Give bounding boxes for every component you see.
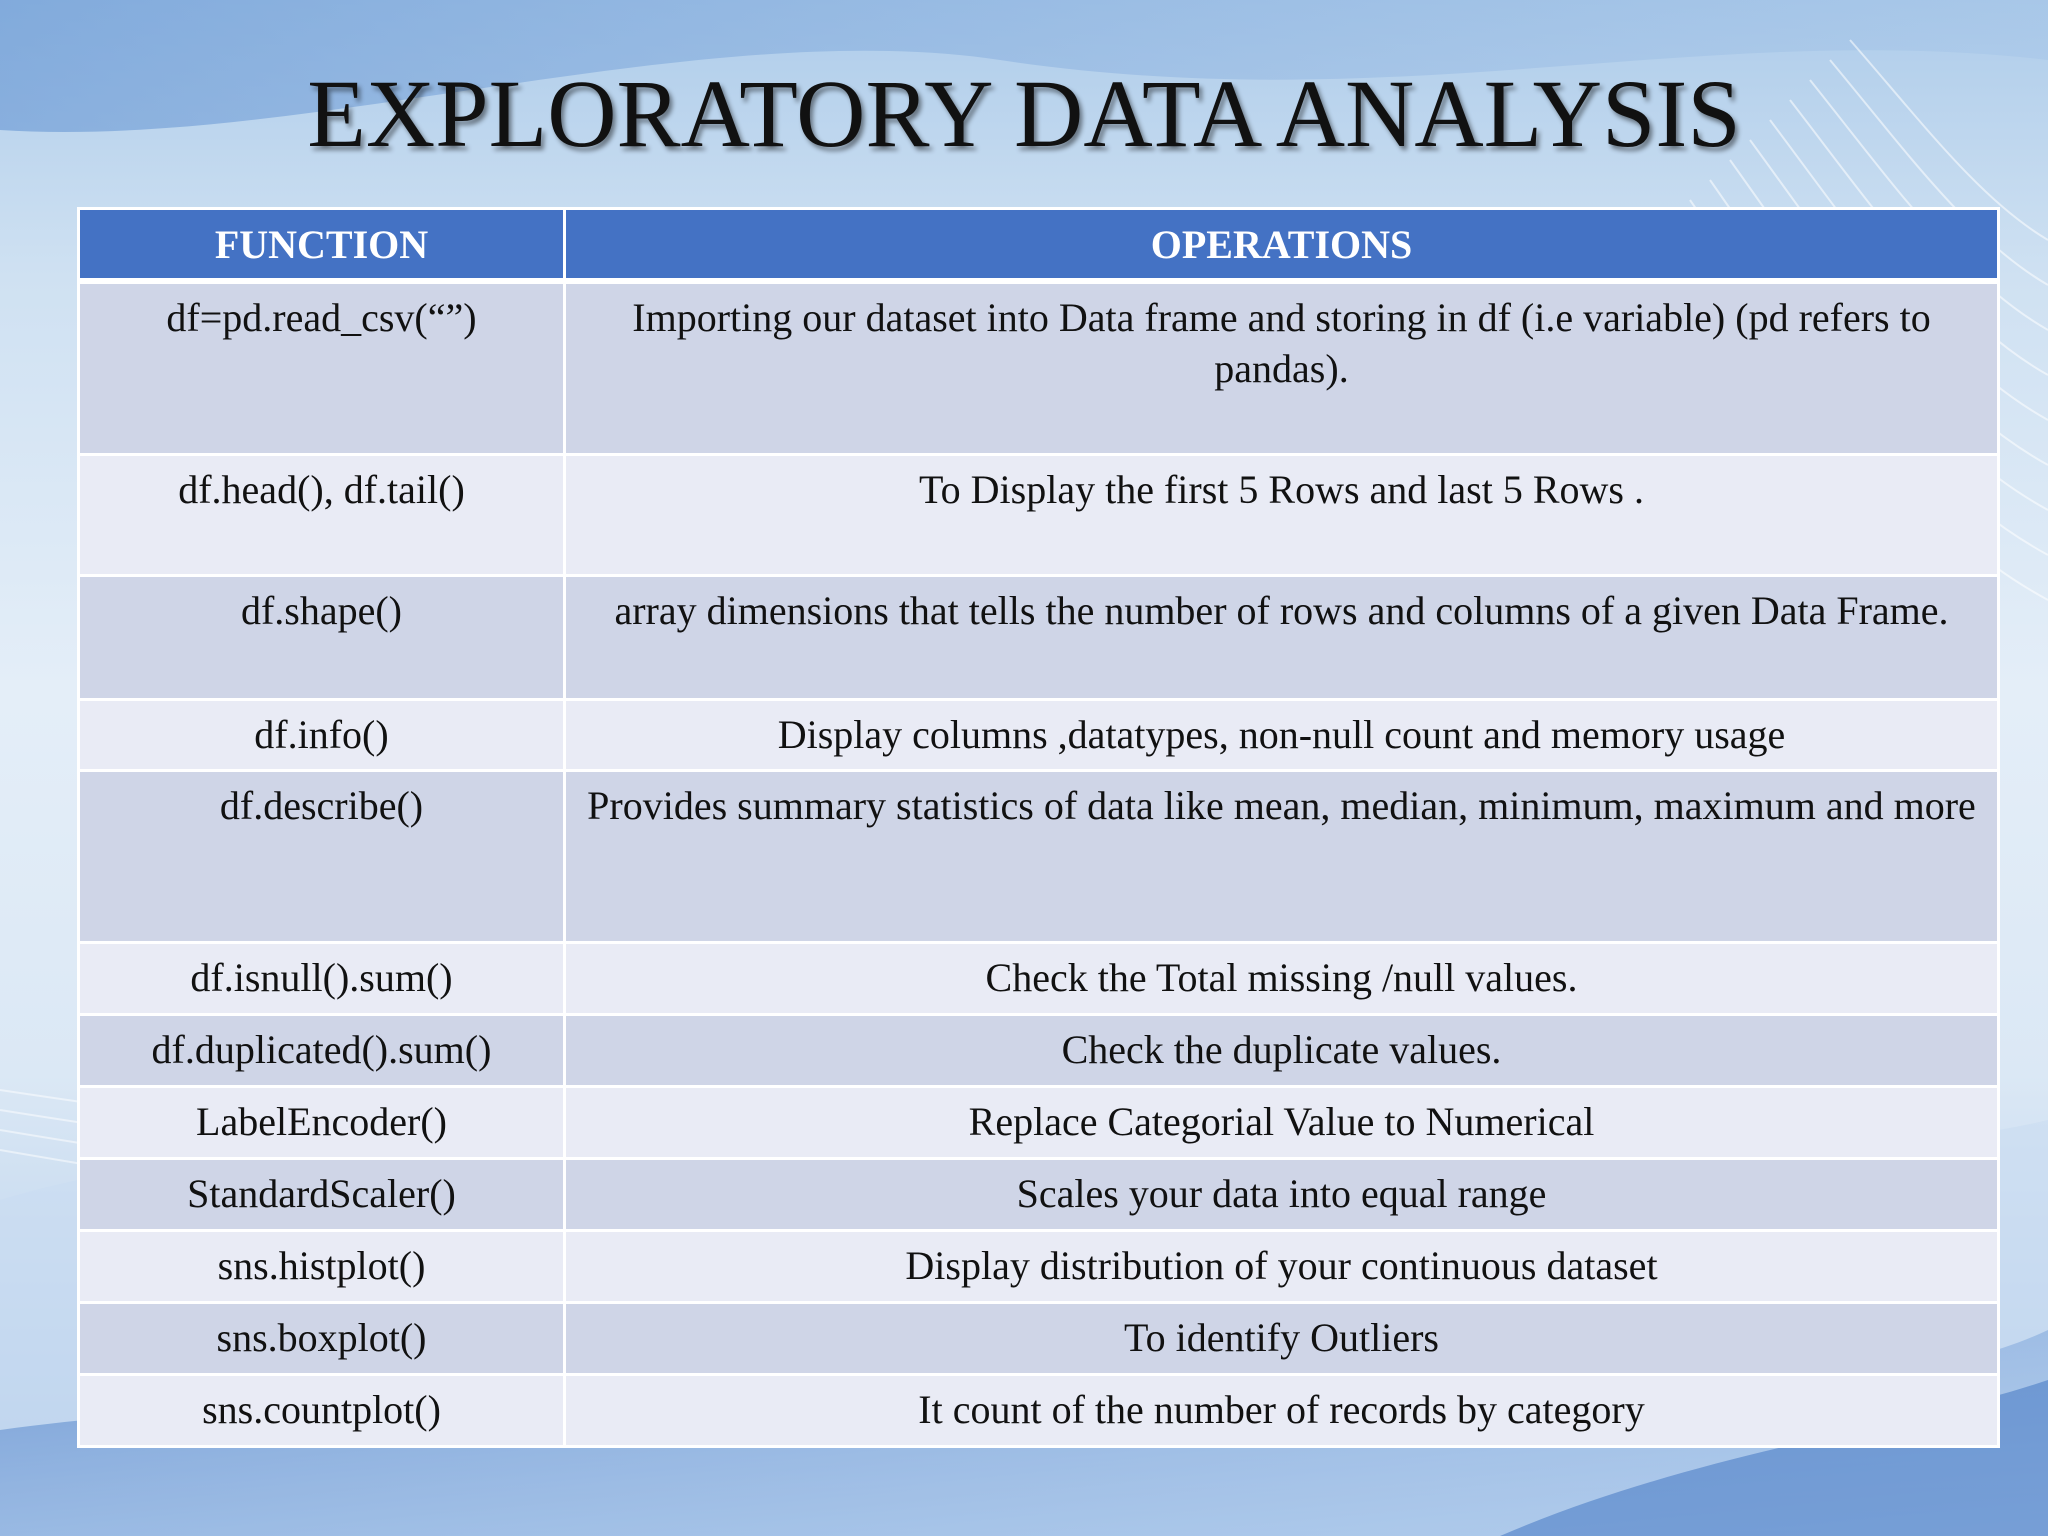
table-row (79, 770, 1999, 942)
function-cell: sns.histplot() (79, 1230, 565, 1302)
table-row (79, 1374, 1999, 1446)
function-cell: df.isnull().sum() (79, 942, 565, 1014)
operation-cell: Display columns ,datatypes, non-null count and memory usage (565, 699, 1999, 770)
table-row (79, 575, 1999, 699)
operation-cell: To identify Outliers (565, 1302, 1999, 1374)
table-row (79, 281, 1999, 454)
function-cell: StandardScaler() (79, 1158, 565, 1230)
function-cell: df=pd.read_csv(“”) (79, 281, 565, 454)
function-cell: df.head(), df.tail() (79, 454, 565, 575)
operation-cell: Provides summary statistics of data like mean, median, minimum, maximum and more (565, 770, 1999, 942)
header-operations: OPERATIONS (565, 209, 1999, 282)
operation-cell: Importing our dataset into Data frame and storing in df (i.e variable) (pd refers to pandas). (565, 281, 1999, 454)
eda-table-container (77, 207, 1997, 1448)
function-cell: LabelEncoder() (79, 1086, 565, 1158)
function-cell: df.info() (79, 699, 565, 770)
table-row (79, 1086, 1999, 1158)
operation-cell: To Display the first 5 Rows and last 5 Rows . (565, 454, 1999, 575)
function-cell: df.describe() (79, 770, 565, 942)
header-function: FUNCTION (79, 209, 565, 282)
operation-cell: Display distribution of your continuous dataset (565, 1230, 1999, 1302)
operation-cell: Scales your data into equal range (565, 1158, 1999, 1230)
slide-title: EXPLORATORY DATA ANALYSIS (307, 60, 1741, 167)
operation-cell: It count of the number of records by category (565, 1374, 1999, 1446)
function-cell: df.shape() (79, 575, 565, 699)
operation-cell: array dimensions that tells the number of rows and columns of a given Data Frame. (565, 575, 1999, 699)
table-row (79, 1302, 1999, 1374)
operation-cell: Check the duplicate values. (565, 1014, 1999, 1086)
function-cell: sns.boxplot() (79, 1302, 565, 1374)
table-row (79, 1014, 1999, 1086)
operation-cell: Check the Total missing /null values. (565, 942, 1999, 1014)
operation-cell: Replace Categorial Value to Numerical (565, 1086, 1999, 1158)
table-row (79, 1158, 1999, 1230)
table-row (79, 942, 1999, 1014)
table-row (79, 1230, 1999, 1302)
function-cell: df.duplicated().sum() (79, 1014, 565, 1086)
eda-functions-table (77, 207, 2000, 1448)
table-row (79, 454, 1999, 575)
function-cell: sns.countplot() (79, 1374, 565, 1446)
table-header-row (79, 209, 1999, 282)
table-row (79, 699, 1999, 770)
